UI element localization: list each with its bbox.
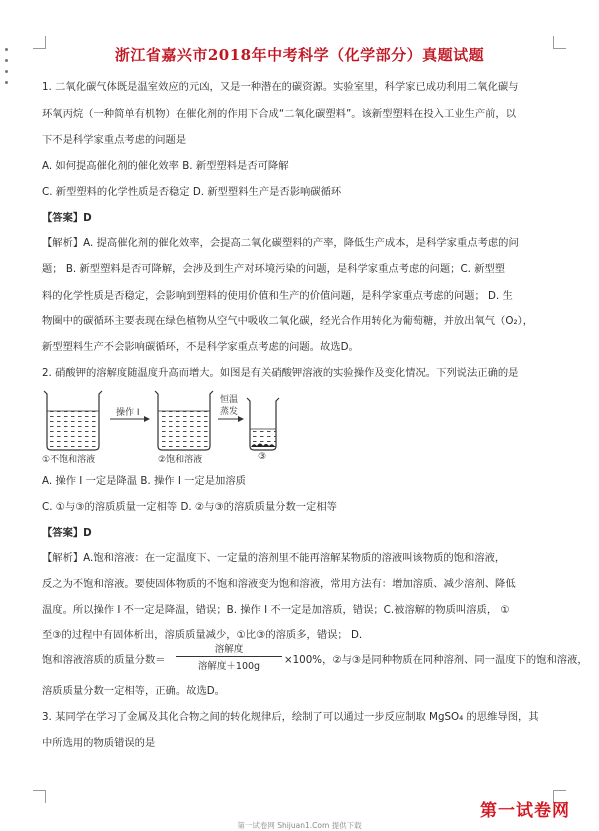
page-title: 浙江省嘉兴市2018年中考科学（化学部分）真题试题 [114,46,485,64]
q3-stem-line: 中所选用的物质错误的是 [42,737,156,749]
q1-answer: 【答案】D [42,212,92,224]
corner-mark-bottom-left [33,790,46,803]
formula-prefix: 饱和溶液溶质的质量分数＝ [42,654,166,666]
q2-analysis-line: 【解析】A.饱和溶液：在一定温度下、一定量的溶剂里不能再溶解某物质的溶液叫该物质的饱和溶液， [42,552,506,564]
q1-analysis-line: 物圈中的碳循环主要表现在绿色植物从空气中吸收二氧化碳，经光合作用转化为葡萄糖，并放出氧气（O₂）， [42,315,534,327]
step-label-constant-temp: 恒温 [220,395,239,405]
q2-options-ab: A. 操作 I 一定是降温 B. 操作 I 一定是加溶质 [42,475,246,487]
q2-options-cd: C. ①与③的溶质质量一定相等 D. ②与③的溶质质量分数一定相等 [42,501,337,513]
step-label-evaporate: 蒸发 [220,407,239,417]
beaker-1 [44,391,102,450]
solubility-fraction [176,641,282,672]
beaker-3-label: ③ [258,452,267,462]
q2-analysis-line: 至③的过程中有固体析出，溶质质量减少，①比③的溶质多，错误； D. [42,629,363,641]
beaker-diagram [42,384,282,464]
q1-stem-line: 下不是科学家重点考虑的问题是 [42,134,187,146]
q1-analysis-line: 【解析】A. 提高催化剂的催化效率，会提高二氧化碳塑料的产率，降低生产成本，是科学家重点考虑的问 [42,237,519,249]
fraction-numerator: 溶解度 [176,641,282,657]
beaker-1-label: ①不饱和溶液 [42,455,96,465]
brand-logo: 第一试卷网 [480,801,570,821]
beaker-2-label: ②饱和溶液 [158,455,203,465]
fraction-denominator: 溶解度＋100g [197,661,261,672]
q1-stem-line: 1. 二氧化碳气体既是温室效应的元凶，又是一种潜在的碳资源。实验室里，科学家已成功利用二氧化碳与 [42,81,519,93]
q2-stem: 2. 硝酸钾的溶解度随温度升高而增大。如图是有关硝酸钾溶液的实验操作及变化情况。下列说法正确的是 [42,367,519,379]
q2-analysis-end: 溶质质量分数一定相等，正确。故选D。 [42,685,225,697]
q2-analysis-line: 温度。所以操作 I 不一定是降温，错误；B. 操作 I 不一定是加溶质，错误；C.被溶解的物质叫溶质， ① [42,604,510,616]
q1-stem-line: 环氧丙烷（一种简单有机物）在催化剂的作用下合成“二氧化碳塑料”。该新型塑料在投入工业生产前，以 [42,108,517,120]
q1-analysis-line: 新型塑料生产不会影响碳循环，不是科学家重点考虑的问题。故选D。 [42,341,359,353]
q1-options-cd: C. 新型塑料的化学性质是否稳定 D. 新型塑料生产是否影响碳循环 [42,186,342,198]
q1-options-ab: A. 如何提高催化剂的催化效率 B. 新型塑料是否可降解 [42,160,289,172]
q2-answer: 【答案】D [42,527,92,539]
q3-stem-line: 3. 某同学在学习了金属及其化合物之间的转化规律后，绘制了可以通过一步反应制取 MgSO₄ 的思维导图，其 [42,711,539,723]
beaker-3 [247,398,279,450]
step-label-operation: 操作 I [116,408,140,418]
q1-analysis-line: 料的化学性质是否稳定，会影响到塑料的使用价值和生产的价值问题，是科学家重点考虑的问题； D. 生 [42,290,513,302]
beaker-2 [155,391,213,450]
formula-suffix: ×100%，②与③是同种物质在同种溶剂、同一温度下的饱和溶液， [284,654,588,666]
footer-text: 第一试卷网 Shijuan1.Com 提供下载 [237,821,362,830]
q2-analysis-line: 反之为不饱和溶液。要使固体物质的不饱和溶液变为饱和溶液，常用方法有：增加溶质、减少溶剂、降低 [42,578,516,590]
q1-analysis-line: 题； B. 新型塑料是否可降解，会涉及到生产对环境污染的问题，是科学家重点考虑的问题；C. 新型塑 [42,263,506,275]
